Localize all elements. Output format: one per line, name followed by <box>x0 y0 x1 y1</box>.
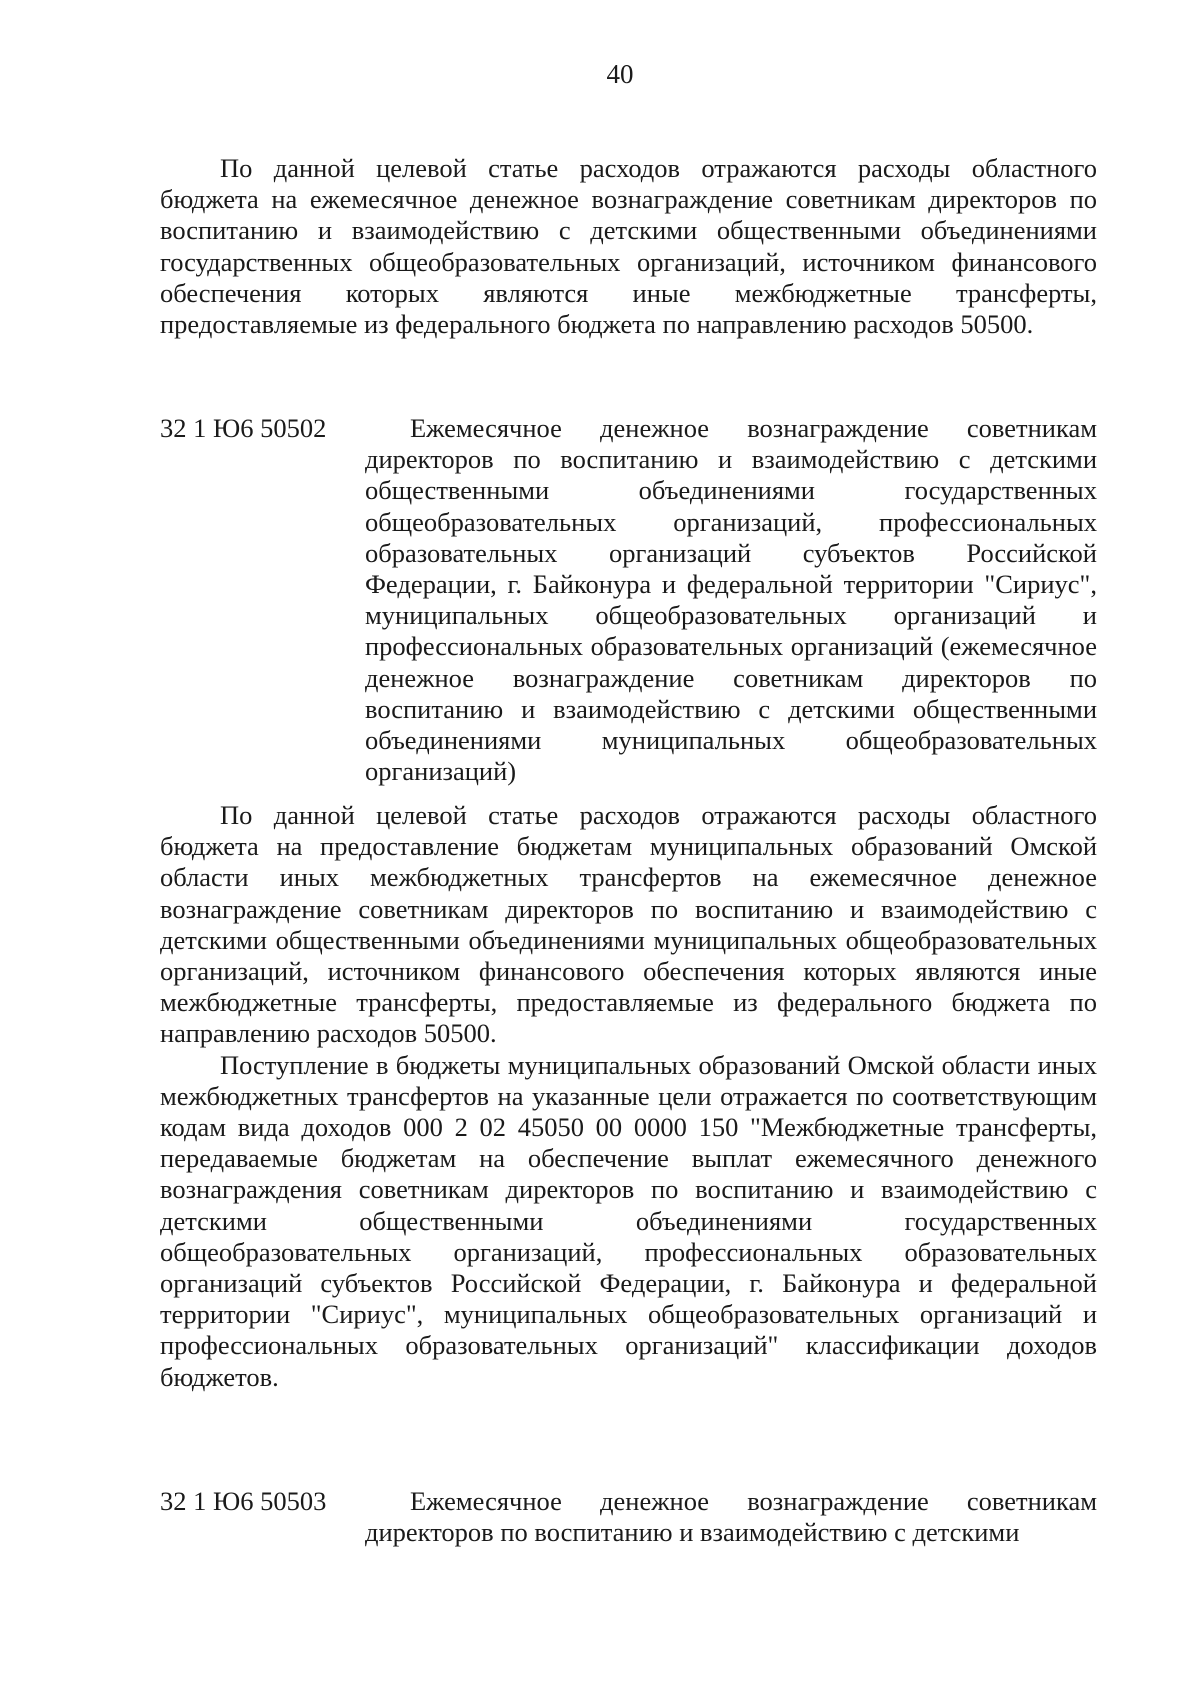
paragraph: По данной целевой статье расходов отражаются расходы областного бюджета на ежемесячное денежное вознаграждение советникам директоров по воспитанию и взаимодействию с детскими общественными объединениями государственных общеобразовательных организаций, источником финансового обеспечения которых являются иные межбюджетные трансферты, предоставляемые из федерального бюджета по направлению расходов 50500. <box>160 153 1097 340</box>
budget-code-description: Ежемесячное денежное вознаграждение советникам директоров по воспитанию и взаимодействию с детскими <box>365 1486 1097 1548</box>
budget-code-entry-50503 <box>160 1486 1097 1548</box>
budget-code: 32 1 Ю6 50502 <box>160 413 327 443</box>
paragraph: По данной целевой статье расходов отражаются расходы областного бюджета на предоставление бюджетам муниципальных образований Омской области иных межбюджетных трансфертов на ежемесячное денежное вознаграждение советникам директоров по воспитанию и взаимодействию с детскими общественными объединениями муниципальных общеобразовательных организаций, источником финансового обеспечения которых являются иные межбюджетные трансферты, предоставляемые из федерального бюджета по направлению расходов 50500. <box>160 800 1097 1049</box>
budget-code: 32 1 Ю6 50503 <box>160 1486 327 1516</box>
paragraph: Поступление в бюджеты муниципальных образований Омской области иных межбюджетных трансфертов на указанные цели отражается по соответствующим кодам вида доходов 000 2 02 45050 00 0000 150 "Межбюджетные трансферты, передаваемые бюджетам на обеспечение выплат ежемесячного денежного вознаграждения советникам директоров по воспитанию и взаимодействию с детскими общественными объединениями государственных общеобразовательных организаций, профессиональных образовательных организаций субъектов Российской Федерации, г. Байконура и федеральной территории "Сириус", муниципальных общеобразовательных организаций и профессиональных образовательных организаций" классификации доходов бюджетов. <box>160 1049 1097 1392</box>
paragraph-block-1 <box>160 153 1097 340</box>
budget-code-description: Ежемесячное денежное вознаграждение советникам директоров по воспитанию и взаимодействию с детскими общественными объединениями государственных общеобразовательных организаций, профессиональных образовательных организаций субъектов Российской Федерации, г. Байконура и федеральной территории "Сириус", муниципальных общеобразовательных организаций и профессиональных образовательных организаций (ежемесячное денежное вознаграждение советникам директоров по воспитанию и взаимодействию с детскими общественными объединениями муниципальных общеобразовательных организаций) <box>365 413 1097 787</box>
page-number: 40 <box>606 59 634 89</box>
budget-code-entry-50502 <box>160 413 1097 787</box>
paragraph-block-2 <box>160 800 1097 1393</box>
